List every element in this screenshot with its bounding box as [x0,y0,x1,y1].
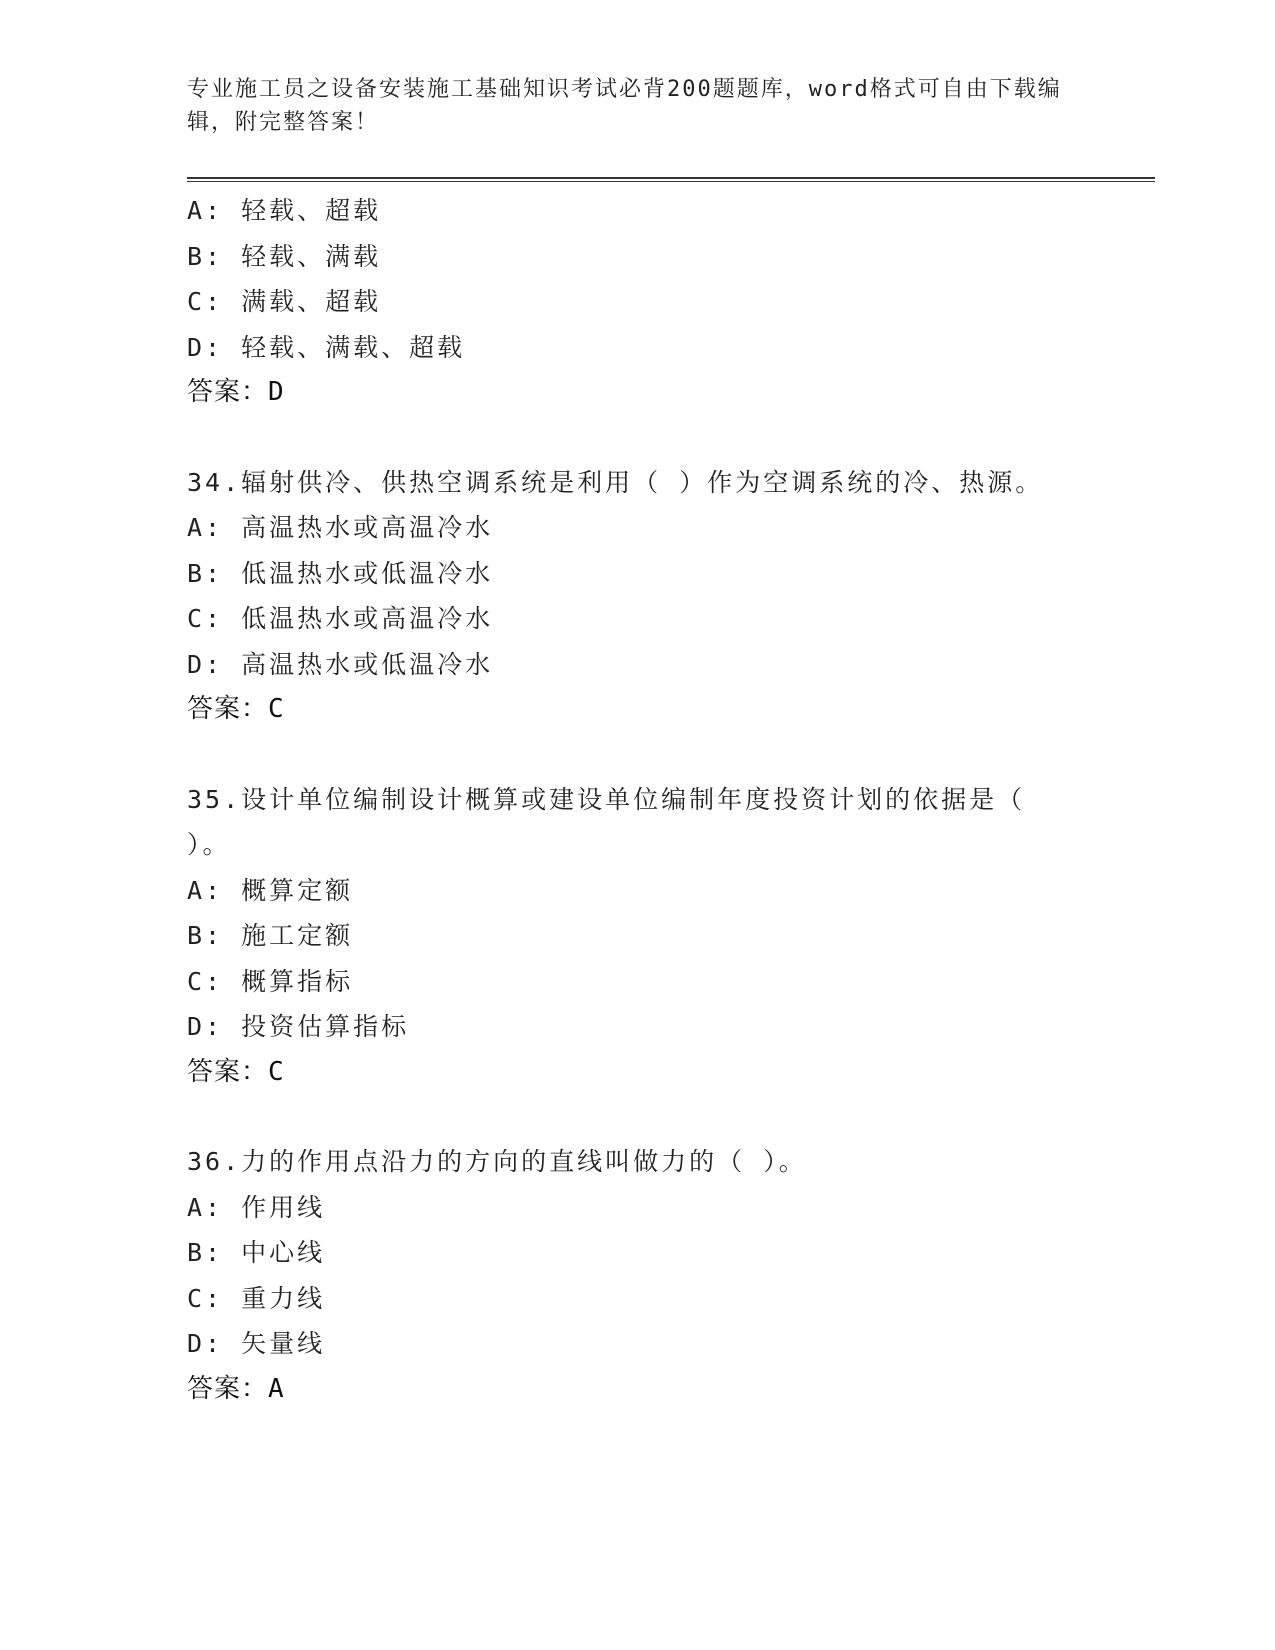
option-text: 中心线 [241,1238,326,1267]
option-letter: C: [187,966,224,996]
option-text: 高温热水或低温冷水 [241,649,494,679]
option-c [187,279,1127,325]
answer-value: D [268,377,285,407]
option-d [187,325,1127,371]
option-b [187,551,1127,597]
option-d [187,642,1127,688]
question-stem: 36.力的作用点沿力的方向的直线叫做力的（ ）。 [187,1147,807,1176]
spacer [187,416,1127,460]
option-letter: D: [187,1329,224,1358]
header-divider [187,177,1155,182]
option-a [187,188,1127,234]
option-c [187,959,1127,1005]
option-c [187,1276,1127,1322]
answer-line [187,1367,1127,1413]
option-letter: A: [187,196,224,225]
option-c [187,596,1127,642]
option-text: 轻载、超载 [241,196,382,225]
question-stem-continued: ）。 [187,830,231,859]
answer-value: C [268,694,285,724]
option-b [187,1230,1127,1276]
option-letter: C: [187,1283,224,1313]
option-text: 重力线 [241,1283,326,1313]
question-block-36 [187,1139,1127,1412]
option-letter: D: [187,649,224,679]
answer-value: C [268,1056,285,1087]
question-block-34 [187,460,1127,733]
question-stem: 35.设计单位编制设计概算或建设单位编制年度投资计划的依据是（ [187,784,1026,814]
option-text: 概算定额 [241,875,354,905]
option-letter: A: [187,875,224,905]
option-d [187,1321,1127,1367]
option-text: 施工定额 [241,921,354,950]
answer-label: 答案： [187,1373,269,1404]
answer-line [187,1050,1127,1096]
option-letter: A: [187,1192,224,1222]
option-letter: A: [187,513,224,542]
option-d [187,1004,1127,1050]
option-text: 满载、超载 [241,287,382,316]
answer-value: A [268,1373,285,1404]
option-text: 作用线 [241,1192,326,1222]
question-stem: 34.辐射供冷、供热空调系统是利用（ ）作为空调系统的冷、热源。 [187,467,1044,497]
answer-label: 答案： [187,694,269,724]
option-letter: B: [187,921,224,950]
option-letter: D: [187,332,224,362]
option-text: 高温热水或高温冷水 [241,513,494,542]
option-b [187,913,1127,959]
question-block-35 [187,777,1127,1096]
question-list [187,188,1127,1412]
option-a [187,1185,1127,1231]
option-a [187,868,1127,914]
option-letter: C: [187,287,224,316]
option-letter: B: [187,241,224,271]
option-text: 投资估算指标 [241,1012,410,1041]
question-block-continued [187,188,1127,416]
option-text: 轻载、满载 [241,241,382,271]
option-letter: B: [187,1238,224,1267]
option-letter: B: [187,558,224,588]
answer-label: 答案： [187,377,269,407]
spacer [187,733,1127,777]
option-b [187,234,1127,280]
option-letter: C: [187,604,224,633]
document-header: 专业施工员之设备安装施工基础知识考试必背200题题库，word格式可自由下载编辑，附完整答案！ [187,77,1062,135]
option-text: 低温热水或高温冷水 [241,604,494,633]
option-text: 低温热水或低温冷水 [241,558,494,588]
spacer [187,1095,1127,1139]
answer-line [187,370,1127,416]
option-a [187,505,1127,551]
option-letter: D: [187,1012,224,1041]
answer-label: 答案： [187,1056,269,1087]
option-text: 轻载、满载、超载 [241,332,466,362]
option-text: 概算指标 [241,966,354,996]
answer-line [187,687,1127,733]
option-text: 矢量线 [241,1329,326,1358]
